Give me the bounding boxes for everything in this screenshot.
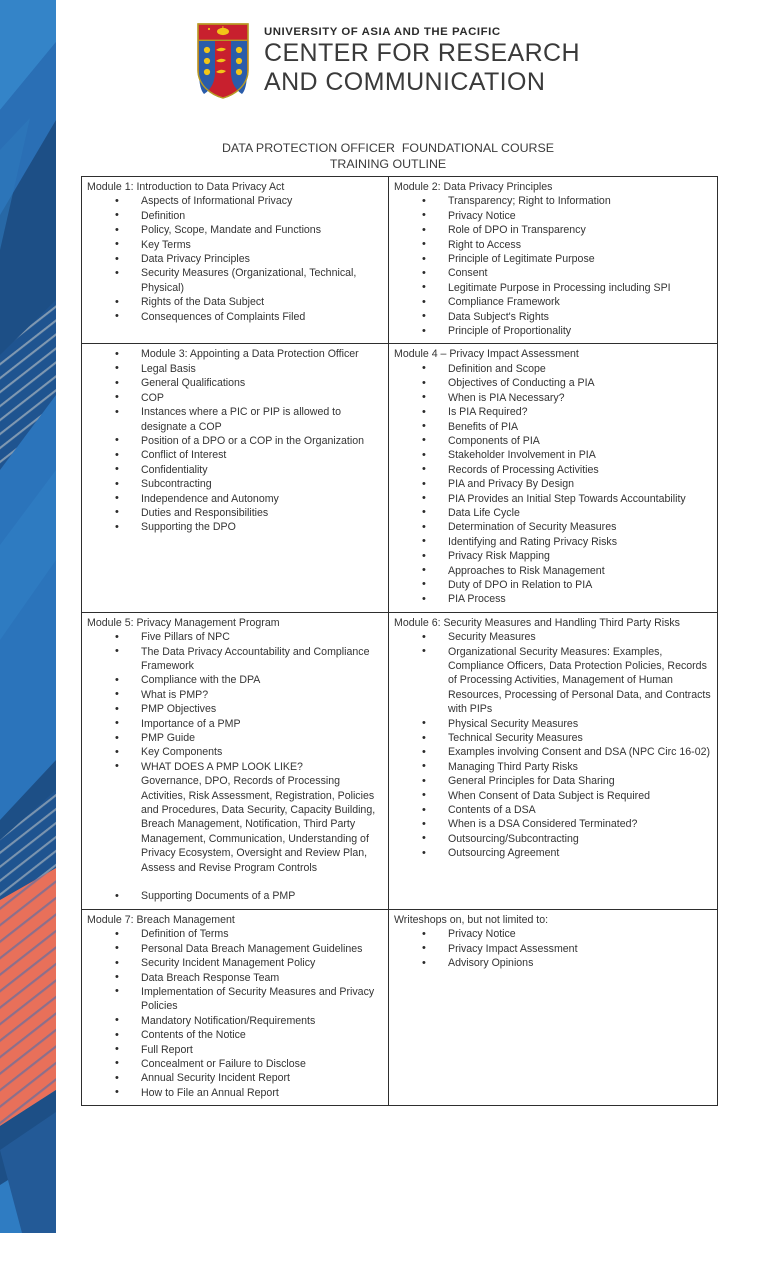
table-row bbox=[82, 344, 718, 612]
writeshops-list bbox=[394, 927, 712, 970]
list-item: • Advisory Opinions bbox=[394, 956, 712, 970]
list-item: • PIA and Privacy By Design bbox=[394, 477, 712, 491]
list-item: • PIA Process bbox=[394, 592, 712, 606]
list-item: • Security Incident Management Policy bbox=[87, 956, 383, 970]
list-item: • General Qualifications bbox=[87, 376, 383, 390]
list-item: • Objectives of Conducting a PIA bbox=[394, 376, 712, 390]
module-5-list bbox=[87, 630, 383, 774]
list-item: • PIA Provides an Initial Step Towards Accountability bbox=[394, 492, 712, 506]
module-5-runon-text: Governance, DPO, Records of Processing Activities, Risk Assessment, Registration, Policies and Procedures, Data Security, Capacity Building, Breach Management, Notification, Third Party Management, Communication, Understanding of Privacy Ecosystem, Oversight and Review Plan, Assess and Revise Program Controls bbox=[141, 775, 376, 874]
module-7-heading: Module 7: Breach Management bbox=[87, 913, 235, 926]
module-5-trailing-list bbox=[87, 875, 383, 904]
list-item: • Key Components bbox=[87, 745, 383, 759]
cell-module-2 bbox=[389, 177, 718, 344]
list-item: • Contents of the Notice bbox=[87, 1028, 383, 1042]
cell-writeshops bbox=[389, 909, 718, 1105]
list-item: • Physical Security Measures bbox=[394, 717, 712, 731]
list-item: • Principle of Proportionality bbox=[394, 324, 712, 338]
list-item: • How to File an Annual Report bbox=[87, 1086, 383, 1100]
cell-module-5 bbox=[82, 612, 389, 909]
list-item: • Security Measures (Organizational, Technical, Physical) bbox=[87, 266, 383, 295]
list-item: • Supporting Documents of a PMP bbox=[87, 889, 383, 903]
module-1-heading: Module 1: Introduction to Data Privacy Act bbox=[87, 181, 285, 193]
document-title-line-2: TRAINING OUTLINE bbox=[329, 157, 447, 171]
module-7-list bbox=[87, 927, 383, 1100]
left-band-graphic bbox=[0, 0, 56, 1233]
list-item: • What is PMP? bbox=[87, 688, 383, 702]
cell-module-7 bbox=[82, 909, 389, 1105]
module-2-list bbox=[394, 194, 712, 338]
table-row bbox=[82, 177, 718, 344]
module-4-list bbox=[394, 362, 712, 607]
list-item: • PMP Objectives bbox=[87, 702, 383, 716]
cell-module-1 bbox=[82, 177, 389, 344]
list-item: • Personal Data Breach Management Guidelines bbox=[87, 942, 383, 956]
list-item: • Rights of the Data Subject bbox=[87, 295, 383, 309]
list-item: • Records of Processing Activities bbox=[394, 463, 712, 477]
list-item: • Mandatory Notification/Requirements bbox=[87, 1014, 383, 1028]
list-item: • Privacy Risk Mapping bbox=[394, 549, 712, 563]
list-item: • Instances where a PIC or PIP is allowed to designate a COP bbox=[87, 405, 383, 434]
list-item: • Identifying and Rating Privacy Risks bbox=[394, 535, 712, 549]
center-name-line-1: CENTER FOR RESEARCH bbox=[264, 39, 580, 67]
decorative-left-band bbox=[0, 0, 56, 1233]
list-item: • Conflict of Interest bbox=[87, 448, 383, 462]
list-item: • Contents of a DSA bbox=[394, 803, 712, 817]
list-item: • Definition bbox=[87, 209, 383, 223]
list-item: • When is PIA Necessary? bbox=[394, 391, 712, 405]
module-6-heading: Module 6: Security Measures and Handling Third Party Risks bbox=[394, 616, 680, 629]
list-item: • Transparency; Right to Information bbox=[394, 194, 712, 208]
list-item: • Consent bbox=[394, 266, 712, 280]
cell-module-6 bbox=[389, 612, 718, 909]
list-item: • Compliance Framework bbox=[394, 295, 712, 309]
list-item: • Implementation of Security Measures and Privacy Policies bbox=[87, 985, 383, 1014]
list-item: • Approaches to Risk Management bbox=[394, 564, 712, 578]
list-item: • Components of PIA bbox=[394, 434, 712, 448]
list-item: • Subcontracting bbox=[87, 477, 383, 491]
list-item: • Outsourcing/Subcontracting bbox=[394, 832, 712, 846]
masthead bbox=[196, 22, 616, 108]
list-item: • Annual Security Incident Report bbox=[87, 1071, 383, 1085]
list-item: • Outsourcing Agreement bbox=[394, 846, 712, 860]
list-item: • When Consent of Data Subject is Required bbox=[394, 789, 712, 803]
list-item: • Privacy Notice bbox=[394, 927, 712, 941]
list-item: • Compliance with the DPA bbox=[87, 673, 383, 687]
list-item: • Technical Security Measures bbox=[394, 731, 712, 745]
center-name-line-2: AND COMMUNICATION bbox=[264, 68, 546, 96]
list-item: • Legitimate Purpose in Processing including SPI bbox=[394, 281, 712, 295]
list-item: • When is a DSA Considered Terminated? bbox=[394, 817, 712, 831]
masthead-text bbox=[264, 22, 580, 97]
list-item: • Definition and Scope bbox=[394, 362, 712, 376]
list-item: • Position of a DPO or a COP in the Organization bbox=[87, 434, 383, 448]
document-title bbox=[81, 140, 695, 172]
list-item: • Full Report bbox=[87, 1043, 383, 1057]
list-item: • Aspects of Informational Privacy bbox=[87, 194, 383, 208]
list-item: • Determination of Security Measures bbox=[394, 520, 712, 534]
list-item: • The Data Privacy Accountability and Compliance Framework bbox=[87, 645, 383, 674]
module-3-heading-item: • Module 3: Appointing a Data Protection Officer bbox=[87, 347, 383, 361]
list-item: • Legal Basis bbox=[87, 362, 383, 376]
list-item: • Privacy Notice bbox=[394, 209, 712, 223]
list-item: • Is PIA Required? bbox=[394, 405, 712, 419]
list-item: • Confidentiality bbox=[87, 463, 383, 477]
list-item: • Security Measures bbox=[394, 630, 712, 644]
list-item: • Stakeholder Involvement in PIA bbox=[394, 448, 712, 462]
list-item: • Duty of DPO in Relation to PIA bbox=[394, 578, 712, 592]
training-outline-table bbox=[81, 176, 718, 1106]
list-item: • General Principles for Data Sharing bbox=[394, 774, 712, 788]
module-1-list bbox=[87, 194, 383, 324]
module-3-list bbox=[87, 347, 383, 534]
page-bottom-strip bbox=[0, 1233, 768, 1265]
module-6-list bbox=[394, 630, 712, 861]
list-item: • Policy, Scope, Mandate and Functions bbox=[87, 223, 383, 237]
list-item: • Importance of a PMP bbox=[87, 717, 383, 731]
list-item: • PMP Guide bbox=[87, 731, 383, 745]
list-item: • Supporting the DPO bbox=[87, 520, 383, 534]
list-item: • Privacy Impact Assessment bbox=[394, 942, 712, 956]
list-item: • Principle of Legitimate Purpose bbox=[394, 252, 712, 266]
list-spacer bbox=[87, 875, 383, 889]
list-item: • Data Subject's Rights bbox=[394, 310, 712, 324]
university-crest-icon bbox=[196, 22, 250, 100]
list-item: • Independence and Autonomy bbox=[87, 492, 383, 506]
writeshops-heading: Writeshops on, but not limited to: bbox=[394, 913, 549, 926]
list-item: • Concealment or Failure to Disclose bbox=[87, 1057, 383, 1071]
list-item: • Key Terms bbox=[87, 238, 383, 252]
list-item: • COP bbox=[87, 391, 383, 405]
university-name: UNIVERSITY OF ASIA AND THE PACIFIC bbox=[264, 26, 501, 38]
list-item: • Benefits of PIA bbox=[394, 420, 712, 434]
cell-module-4 bbox=[389, 344, 718, 612]
table-row bbox=[82, 909, 718, 1105]
list-item: • Managing Third Party Risks bbox=[394, 760, 712, 774]
list-item: • Duties and Responsibilities bbox=[87, 506, 383, 520]
list-item: • WHAT DOES A PMP LOOK LIKE? bbox=[87, 760, 383, 774]
list-item: • Organizational Security Measures: Examples, Compliance Officers, Data Protection Policies, Records of Processing Activities, Management of Human Resources, Processing of Personal Data, and Contracts with PIPs bbox=[394, 645, 712, 717]
list-item: • Consequences of Complaints Filed bbox=[87, 310, 383, 324]
module-4-heading: Module 4 – Privacy Impact Assessment bbox=[394, 348, 579, 361]
list-item: • Role of DPO in Transparency bbox=[394, 223, 712, 237]
list-item: • Data Life Cycle bbox=[394, 506, 712, 520]
list-item: • Five Pillars of NPC bbox=[87, 630, 383, 644]
list-item: • Examples involving Consent and DSA (NPC Circ 16-02) bbox=[394, 745, 712, 759]
module-2-heading: Module 2: Data Privacy Principles bbox=[394, 181, 553, 193]
module-5-heading: Module 5: Privacy Management Program bbox=[87, 616, 280, 629]
cell-module-3 bbox=[82, 344, 389, 612]
list-item: • Right to Access bbox=[394, 238, 712, 252]
list-item: • Data Privacy Principles bbox=[87, 252, 383, 266]
list-item: • Definition of Terms bbox=[87, 927, 383, 941]
table-row bbox=[82, 612, 718, 909]
document-title-line-1: DATA PROTECTION OFFICER FOUNDATIONAL COURSE bbox=[221, 141, 555, 155]
list-item: • Data Breach Response Team bbox=[87, 971, 383, 985]
